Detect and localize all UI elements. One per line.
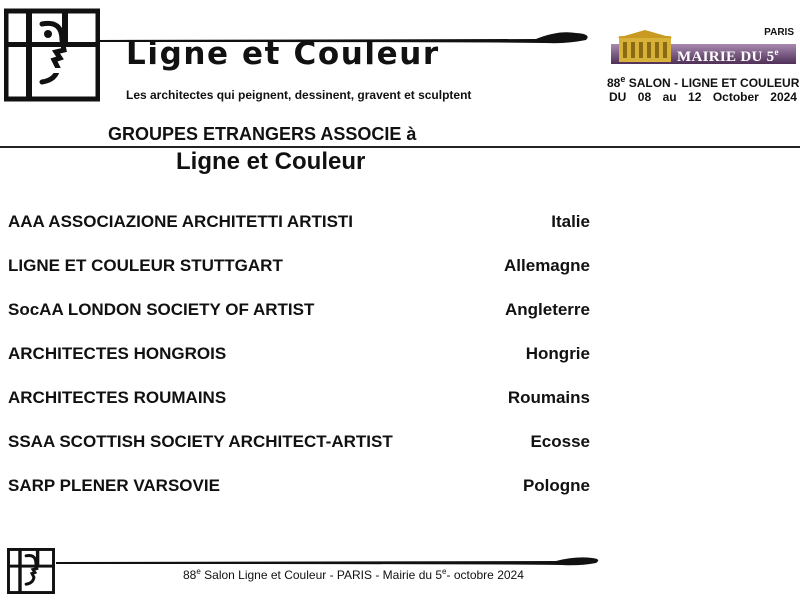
group-name: ARCHITECTES ROUMAINS [8,388,227,407]
group-name: SSAA SCOTTISH SOCIETY ARCHITECT-ARTIST [8,432,393,451]
group-country: Angleterre [504,300,590,319]
groups-heading: GROUPES ETRANGERS ASSOCIE à [108,124,417,144]
header-divider [0,146,800,148]
city-label: PARIS [764,27,794,38]
group-country: Pologne [522,476,590,495]
group-country: Ecosse [530,432,590,451]
group-country: Allemagne [504,256,590,275]
list-item [0,252,800,296]
footer-caption: 88e Salon Ligne et Couleur - PARIS - Mairie du 5e- octobre 2024 [183,567,524,582]
list-item [0,428,800,472]
brand-tagline: Les architectes qui peignent, dessinent, gravent et sculptent [126,88,472,102]
group-country: Roumains [507,388,590,407]
group-name: SocAA LONDON SOCIETY OF ARTIST [8,300,315,319]
associated-groups-list [0,208,800,516]
town-hall-icon [617,30,673,62]
salon-title: 88e SALON - LIGNE ET COULEUR [607,74,800,90]
list-item [0,340,800,384]
groups-subheading: Ligne et Couleur [176,148,366,175]
footer-logo [4,548,58,594]
salon-dates: DU 08 au 12 October 2024 [609,90,797,104]
ligne-et-couleur-logo [4,8,100,102]
group-name: AAA ASSOCIAZIONE ARCHITETTI ARTISTI [8,212,354,231]
group-name: ARCHITECTES HONGROIS [8,344,227,363]
brand-title: Ligne et Couleur [126,36,440,72]
list-item [0,208,800,252]
list-item [0,472,800,516]
group-country: Hongrie [525,344,590,363]
group-name: SARP PLENER VARSOVIE [8,476,220,495]
group-country: Italie [551,212,590,231]
mairie-label: MAIRIE DU 5e [677,47,779,65]
list-item [0,296,800,340]
group-name: LIGNE ET COULEUR STUTTGART [8,256,283,275]
list-item [0,384,800,428]
